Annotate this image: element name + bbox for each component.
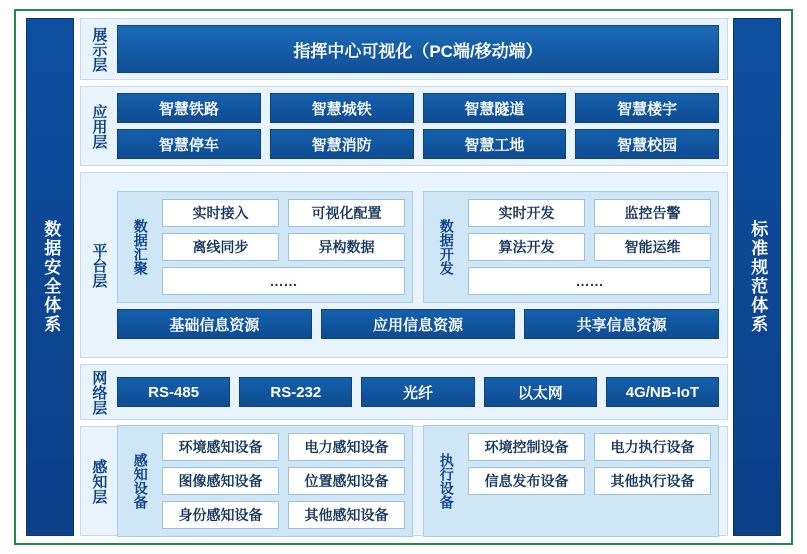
panel-grid-aggregation	[162, 199, 405, 295]
dev-box-monitor-alarm[interactable]: 监控告警	[594, 199, 711, 227]
network-row	[117, 377, 719, 407]
perception-panel-actuator-devices	[423, 425, 719, 537]
app-box-metro[interactable]: 智慧城铁	[270, 93, 414, 123]
layer-network-label: 网络层	[90, 369, 108, 415]
resource-box-shared-info[interactable]: 共享信息资源	[524, 309, 719, 339]
resource-box-basic-info[interactable]: 基础信息资源	[117, 309, 312, 339]
panel-label-wrap-aggregation	[125, 199, 155, 295]
network-box-fiber[interactable]: 光纤	[361, 377, 474, 407]
network-box-ethernet[interactable]: 以太网	[484, 377, 597, 407]
layer-perception-label: 感知层	[90, 458, 108, 504]
panel-grid-actuator	[468, 433, 711, 529]
sensing-box-image[interactable]: 图像感知设备	[162, 467, 279, 495]
network-box-rs485[interactable]: RS-485	[117, 377, 230, 407]
panel-label-aggregation: 数据汇聚	[132, 219, 149, 275]
platform-panels	[117, 191, 719, 303]
panel-grid-development	[468, 199, 711, 295]
actuator-box-other[interactable]: 其他执行设备	[594, 467, 711, 495]
app-box-building[interactable]: 智慧楼宇	[575, 93, 719, 123]
layer-network-label-wrap	[81, 365, 115, 419]
layer-perception	[80, 426, 728, 536]
display-banner-box[interactable]: 指挥中心可视化（PC端/移动端）	[117, 25, 719, 73]
actuator-row-1	[468, 433, 711, 461]
resource-box-application-info[interactable]: 应用信息资源	[321, 309, 516, 339]
layer-platform-label-wrap	[81, 173, 115, 357]
aggregation-row-1	[162, 199, 405, 227]
layer-application-label: 应用层	[90, 103, 108, 149]
app-box-parking[interactable]: 智慧停车	[117, 129, 261, 159]
actuator-box-environment-control[interactable]: 环境控制设备	[468, 433, 585, 461]
right-pillar-label: 标准规范体系	[748, 220, 768, 334]
sensing-box-environment[interactable]: 环境感知设备	[162, 433, 279, 461]
perception-panels	[117, 425, 719, 537]
app-box-firefighting[interactable]: 智慧消防	[270, 129, 414, 159]
layer-display-body	[115, 19, 727, 79]
panel-label-sensing: 感知设备	[132, 453, 149, 509]
dev-box-ellipsis[interactable]: ……	[468, 267, 711, 295]
actuator-box-info-release[interactable]: 信息发布设备	[468, 467, 585, 495]
dev-box-smart-ops[interactable]: 智能运维	[594, 233, 711, 261]
layer-display-label-wrap	[81, 19, 115, 79]
development-row-1	[468, 199, 711, 227]
layer-perception-label-wrap	[81, 427, 115, 535]
panel-grid-sensing	[162, 433, 405, 529]
layer-perception-body	[115, 427, 727, 535]
panel-label-wrap-sensing	[125, 433, 155, 529]
agg-box-ellipsis[interactable]: ……	[162, 267, 405, 295]
network-box-4g-nbiot[interactable]: 4G/NB-IoT	[606, 377, 719, 407]
layer-network	[80, 364, 728, 420]
agg-box-realtime-ingest[interactable]: 实时接入	[162, 199, 279, 227]
actuator-row-2	[468, 467, 711, 495]
agg-box-heterogeneous-data[interactable]: 异构数据	[288, 233, 405, 261]
layer-network-body	[115, 365, 727, 419]
layer-application	[80, 86, 728, 166]
layer-display-row	[117, 25, 719, 73]
sensing-box-identity[interactable]: 身份感知设备	[162, 501, 279, 529]
left-pillar-label: 数据安全体系	[41, 220, 61, 334]
panel-label-wrap-development	[431, 199, 461, 295]
app-box-construction[interactable]: 智慧工地	[423, 129, 567, 159]
left-pillar-data-security	[26, 18, 74, 536]
app-box-campus[interactable]: 智慧校园	[575, 129, 719, 159]
panel-label-actuator: 执行设备	[438, 453, 455, 509]
sensing-row-3	[162, 501, 405, 529]
layer-display-label: 展示层	[90, 26, 108, 72]
platform-resources-row	[117, 309, 719, 339]
sensing-box-other[interactable]: 其他感知设备	[288, 501, 405, 529]
sensing-row-1	[162, 433, 405, 461]
layer-application-body	[115, 87, 727, 165]
app-box-tunnel[interactable]: 智慧隧道	[423, 93, 567, 123]
sensing-row-2	[162, 467, 405, 495]
panel-label-wrap-actuator	[431, 433, 461, 529]
development-row-2	[468, 233, 711, 261]
platform-panel-data-development	[423, 191, 719, 303]
sensing-box-location[interactable]: 位置感知设备	[288, 467, 405, 495]
network-box-rs232[interactable]: RS-232	[239, 377, 352, 407]
actuator-box-power-execution[interactable]: 电力执行设备	[594, 433, 711, 461]
agg-box-offline-sync[interactable]: 离线同步	[162, 233, 279, 261]
perception-panel-sensing-devices	[117, 425, 413, 537]
application-row-2	[117, 129, 719, 159]
layer-stack	[80, 18, 728, 536]
layer-display	[80, 18, 728, 80]
application-row-1	[117, 93, 719, 123]
aggregation-row-2	[162, 233, 405, 261]
dev-box-algorithm-dev[interactable]: 算法开发	[468, 233, 585, 261]
agg-box-visual-config[interactable]: 可视化配置	[288, 199, 405, 227]
layer-platform-label: 平台层	[90, 242, 108, 288]
sensing-box-power[interactable]: 电力感知设备	[288, 433, 405, 461]
platform-panel-data-aggregation	[117, 191, 413, 303]
layer-application-label-wrap	[81, 87, 115, 165]
layer-platform	[80, 172, 728, 358]
right-pillar-standards	[733, 18, 781, 536]
dev-box-realtime-dev[interactable]: 实时开发	[468, 199, 585, 227]
panel-label-development: 数据开发	[438, 219, 455, 275]
layer-platform-body	[115, 173, 727, 357]
app-box-railway[interactable]: 智慧铁路	[117, 93, 261, 123]
